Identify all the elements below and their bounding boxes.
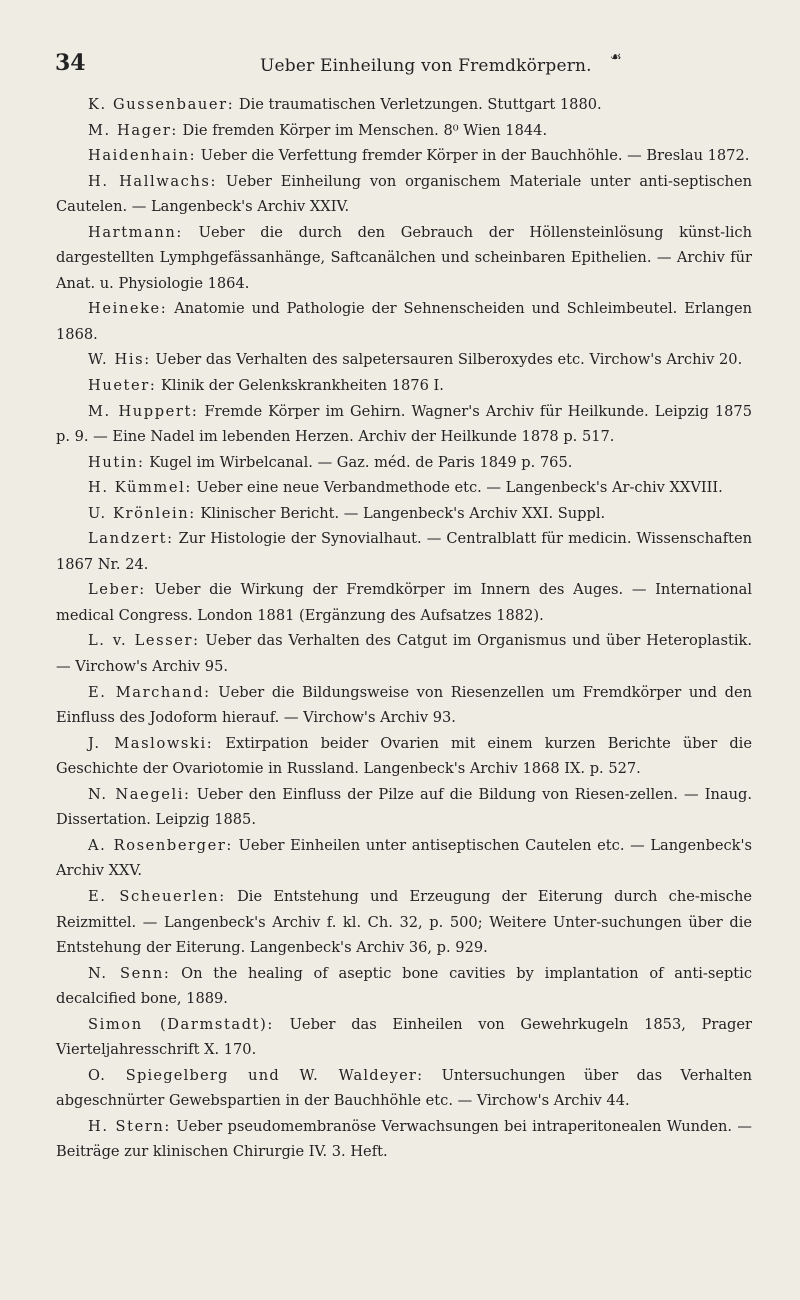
reference-entry <box>56 577 752 628</box>
reference-entry <box>56 1012 752 1063</box>
reference-entry <box>56 220 752 297</box>
reference-entry <box>56 680 752 731</box>
reference-author: J. Maslowski: <box>88 734 214 752</box>
reference-author: Heineke: <box>88 300 168 318</box>
reference-entry <box>56 1063 752 1114</box>
reference-entry <box>56 118 752 144</box>
reference-text: Untersuchungen über das Verhalten abgeschnürter Gewebspartien in der Bauchhöhle etc. — Virchow's Archiv 44. <box>56 1066 752 1110</box>
reference-text: On the healing of aseptic bone cavities by implantation of anti-septic decalcified bone, 1889. <box>56 964 753 1008</box>
reference-entry <box>56 1114 752 1165</box>
reference-author: Hutin: <box>88 453 145 471</box>
reference-text: Ueber die durch den Gebrauch der Höllensteinlösung künst-lich dargestellten Lymphgefässanhänge, Saftcanälchen und scheinbaren Epithelien. — Archiv für Anat. u. Physiologie 1864. <box>56 223 752 292</box>
reference-text: Die traumatischen Verletzungen. Stuttgart 1880. <box>234 96 602 113</box>
reference-author: U. Krönlein: <box>88 504 196 522</box>
reference-entry <box>56 347 752 373</box>
reference-entry <box>56 143 752 169</box>
reference-text: Ueber Einheilen unter antiseptischen Cautelen etc. — Langenbeck's Archiv XXV. <box>56 836 752 880</box>
reference-text: Fremde Körper im Gehirn. Wagner's Archiv für Heilkunde. Leipzig 1875 p. 9. — Eine Nadel im lebenden Herzen. Archiv der Heilkunde 1878 p. 517. <box>56 402 753 446</box>
reference-text: Klinischer Bericht. — Langenbeck's Archiv XXI. Suppl. <box>195 504 606 522</box>
reference-text: Zur Histologie der Synovialhaut. — Centralblatt für medicin. Wissenschaften 1867 Nr. 24. <box>56 530 752 573</box>
ornament-mark: ☙ <box>610 50 622 65</box>
reference-text: Kugel im Wirbelcanal. — Gaz. méd. de Paris 1849 p. 765. <box>144 453 573 471</box>
reference-text: Ueber das Verhalten des salpetersauren Silberoxydes etc. Virchow's Archiv 20. <box>150 351 743 369</box>
reference-author: E. Marchand: <box>88 683 211 701</box>
reference-author: A. Rosenberger: <box>88 836 233 854</box>
reference-entry <box>56 296 752 347</box>
reference-author: Landzert: <box>88 530 174 548</box>
reference-author: M. Huppert: <box>88 402 199 420</box>
reference-entry <box>56 884 752 961</box>
running-head <box>55 50 755 80</box>
reference-text: Ueber eine neue Verbandmethode etc. — Langenbeck's Ar-chiv XXVIII. <box>191 479 723 497</box>
reference-entry <box>56 782 752 833</box>
reference-entry <box>56 475 752 501</box>
reference-entry <box>56 399 752 450</box>
reference-text: Ueber pseudomembranöse Verwachsungen bei intraperitonealen Wunden. — Beiträge zur klinischen Chirurgie IV. 3. Heft. <box>56 1117 752 1161</box>
reference-entry <box>56 450 752 476</box>
reference-author: W. His: <box>88 351 151 369</box>
reference-entry <box>56 373 752 399</box>
reference-author: H. Kümmel: <box>88 479 192 497</box>
reference-author: M. Hager: <box>88 121 178 139</box>
reference-author: Leber: <box>88 581 146 599</box>
reference-entry <box>56 961 752 1012</box>
reference-text: Ueber den Einfluss der Pilze auf die Bildung von Riesen-zellen. — Inaug. Dissertation. Leipzig 1885. <box>56 785 752 829</box>
reference-author: Haidenhain: <box>88 147 197 165</box>
reference-entry <box>56 501 752 527</box>
reference-author: E. Scheuerlen: <box>88 887 226 905</box>
reference-author: N. Naegeli: <box>88 785 191 803</box>
reference-entry <box>56 526 752 577</box>
reference-entry <box>56 833 752 884</box>
running-title: Ueber Einheilung von Fremdkörpern. <box>260 56 592 76</box>
reference-text: Die fremden Körper im Menschen. 8⁰ Wien 1844. <box>177 121 548 139</box>
reference-list <box>56 92 752 1165</box>
reference-text: Ueber die Bildungsweise von Riesenzellen um Fremdkörper und den Einfluss des Jodoform hierauf. — Virchow's Archiv 93. <box>56 683 752 727</box>
reference-text: Anatomie und Pathologie der Sehnenscheiden und Schleimbeutel. Erlangen 1868. <box>56 300 752 343</box>
reference-entry <box>56 731 752 782</box>
reference-entry <box>56 628 752 679</box>
reference-author: Simon (Darmstadt): <box>88 1015 274 1033</box>
reference-text: Die Entstehung und Erzeugung der Eiterung durch che-mische Reizmittel. — Langenbeck's Archiv f. kl. Ch. 32, p. 500; Weitere Unter-suchungen über die Entstehung der Eiterung. Langenbeck's Archiv 36, p. 929. <box>56 887 752 957</box>
reference-author: O. Spiegelberg und W. Waldeyer: <box>88 1066 424 1084</box>
reference-text: Extirpation beider Ovarien mit einem kurzen Berichte über die Geschichte der Ovariotomie in Russland. Langenbeck's Archiv 1868 IX. p. 527. <box>56 734 752 778</box>
reference-entry <box>56 92 752 118</box>
reference-text: Klinik der Gelenkskrankheiten 1876 I. <box>156 377 444 395</box>
reference-author: Hartmann: <box>88 223 183 241</box>
reference-author: Hueter: <box>88 377 157 395</box>
reference-text: Ueber das Verhalten des Catgut im Organismus und über Heteroplastik. — Virchow's Archiv 95. <box>56 632 753 676</box>
reference-author: K. Gussenbauer: <box>88 96 235 113</box>
reference-author: N. Senn: <box>88 964 171 982</box>
reference-author: H. Hallwachs: <box>88 172 217 190</box>
reference-text: Ueber die Verfettung fremder Körper in der Bauchhöhle. — Breslau 1872. <box>196 147 750 165</box>
reference-text: Ueber Einheilung von organischem Materiale unter anti-septischen Cautelen. — Langenbeck's Archiv XXIV. <box>56 172 752 216</box>
reference-author: L. v. Lesser: <box>88 632 200 650</box>
reference-text: Ueber die Wirkung der Fremdkörper im Innern des Auges. — International medical Congress. London 1881 (Ergänzung des Aufsatzes 1882). <box>56 581 752 624</box>
reference-entry <box>56 169 752 220</box>
page-number: 34 <box>55 50 86 76</box>
reference-text: Ueber das Einheilen von Gewehrkugeln 1853, Prager Vierteljahresschrift X. 170. <box>56 1015 752 1059</box>
reference-author: H. Stern: <box>88 1117 171 1135</box>
